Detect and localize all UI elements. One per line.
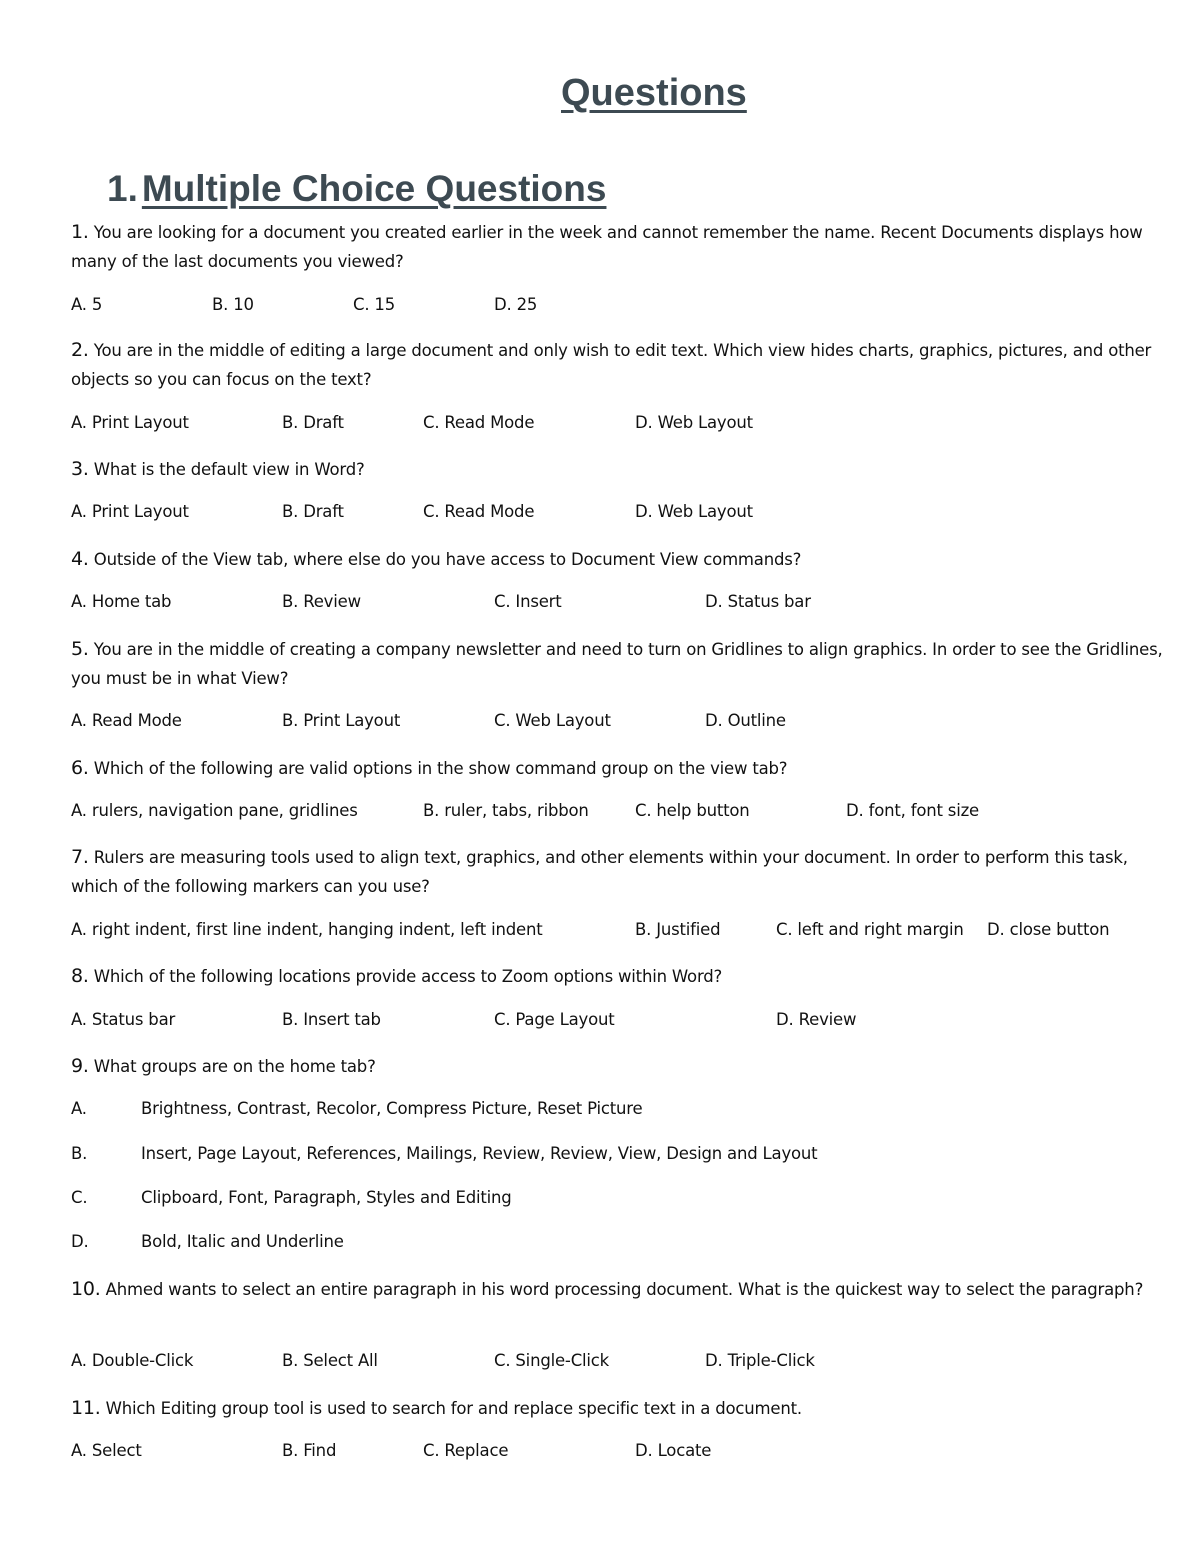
question-number: 5. — [71, 638, 89, 660]
option-letter: A. — [71, 1099, 87, 1118]
option-text: Insert, Page Layout, References, Mailings, Review, Review, View, Design and Layout — [141, 1144, 818, 1163]
question-number: 7. — [71, 846, 89, 868]
answer-options — [71, 1351, 1171, 1375]
question-number: 9. — [71, 1055, 89, 1077]
option-letter: B. — [71, 1144, 88, 1163]
option-b: B. ruler, tabs, ribbon — [423, 801, 589, 820]
option-a: A. Double-Click — [71, 1351, 194, 1370]
option-c: C. Read Mode — [423, 413, 535, 432]
question-9 — [71, 1052, 1171, 1081]
question-4 — [71, 545, 1171, 574]
option-a: A. rulers, navigation pane, gridlines — [71, 801, 358, 820]
question-number: 1. — [71, 221, 89, 243]
answer-options — [71, 1010, 1171, 1034]
question-1 — [71, 218, 1171, 276]
answer-options — [71, 1441, 1171, 1465]
option-c: C. Read Mode — [423, 502, 535, 521]
option-c: C. Web Layout — [494, 711, 611, 730]
option-c: C. Replace — [423, 1441, 509, 1460]
option-d: D. font, font size — [846, 801, 979, 820]
option-c: C. Single-Click — [494, 1351, 610, 1370]
option-a: A. right indent, first line indent, hanging indent, left indent — [71, 920, 543, 939]
question-text: Which Editing group tool is used to search for and replace specific text in a document. — [105, 1399, 802, 1418]
option-b: B. Draft — [282, 413, 344, 432]
option-text: Brightness, Contrast, Recolor, Compress Picture, Reset Picture — [141, 1099, 643, 1118]
option-letter: C. — [71, 1188, 88, 1207]
question-text: Ahmed wants to select an entire paragraph in his word processing document. What is the quickest way to select the paragraph? — [105, 1280, 1144, 1299]
question-number: 2. — [71, 339, 89, 361]
question-number: 4. — [71, 548, 89, 570]
question-number: 10. — [71, 1278, 101, 1300]
page-title: Questions — [561, 72, 747, 114]
option-text: Clipboard, Font, Paragraph, Styles and Editing — [141, 1188, 512, 1207]
question-text: You are in the middle of creating a company newsletter and need to turn on Gridlines to align graphics. In order to see the Gridlines, you must be in what View? — [71, 640, 1163, 688]
option-a: A. Home tab — [71, 592, 172, 611]
option-d: D. Triple-Click — [705, 1351, 815, 1370]
option-d: D. Web Layout — [635, 413, 753, 432]
answer-options — [71, 502, 1171, 526]
option-c: C. 15 — [353, 295, 396, 314]
option-a: A. Print Layout — [71, 413, 189, 432]
question-7 — [71, 843, 1171, 901]
option-c: C. Page Layout — [494, 1010, 615, 1029]
answer-options — [71, 711, 1171, 735]
option-d: D. Outline — [705, 711, 786, 730]
question-text: Which of the following locations provide access to Zoom options within Word? — [93, 967, 723, 986]
option-d: D. Review — [776, 1010, 857, 1029]
option-d: D. close button — [987, 920, 1110, 939]
question-3 — [71, 455, 1171, 484]
question-5 — [71, 635, 1171, 693]
question-number: 11. — [71, 1397, 101, 1419]
option-c: C. left and right margin — [776, 920, 964, 939]
option-b: B. 10 — [212, 295, 254, 314]
option-d: D. Locate — [635, 1441, 712, 1460]
section-heading — [107, 168, 606, 210]
option-letter: D. — [71, 1232, 89, 1251]
question-text: Rulers are measuring tools used to align text, graphics, and other elements within your document. In order to perform this task, which of the following markers can you use? — [71, 848, 1128, 896]
section-number: 1. — [107, 168, 138, 209]
question-text: What is the default view in Word? — [93, 460, 365, 479]
answer-options — [71, 592, 1171, 616]
option-a: A. 5 — [71, 295, 103, 314]
option-c: C. Insert — [494, 592, 562, 611]
answer-options — [71, 295, 1171, 319]
question-6 — [71, 754, 1171, 783]
question-text: You are in the middle of editing a large document and only wish to edit text. Which view hides charts, graphics, pictures, and other objects so you can focus on the text? — [71, 341, 1152, 389]
answer-options — [71, 920, 1171, 944]
option-a: A. Read Mode — [71, 711, 182, 730]
answer-options — [71, 801, 1171, 825]
option-b: B. Insert tab — [282, 1010, 381, 1029]
answer-options — [71, 413, 1171, 437]
option-text: Bold, Italic and Underline — [141, 1232, 344, 1251]
question-number: 8. — [71, 965, 89, 987]
option-b: B. Print Layout — [282, 711, 401, 730]
question-11 — [71, 1394, 1171, 1423]
option-b: B. Justified — [635, 920, 721, 939]
option-b: B. Draft — [282, 502, 344, 521]
question-text: Outside of the View tab, where else do you have access to Document View commands? — [93, 550, 802, 569]
option-d: D. Status bar — [705, 592, 811, 611]
question-10 — [71, 1275, 1171, 1304]
question-text: What groups are on the home tab? — [93, 1057, 376, 1076]
question-2 — [71, 336, 1171, 394]
option-d: D. Web Layout — [635, 502, 753, 521]
option-c: C. help button — [635, 801, 750, 820]
question-text: You are looking for a document you created earlier in the week and cannot remember the name. Recent Documents displays how many of the last documents you viewed? — [71, 223, 1143, 271]
option-a: A. Status bar — [71, 1010, 176, 1029]
question-number: 3. — [71, 458, 89, 480]
option-b: B. Select All — [282, 1351, 378, 1370]
option-b: B. Review — [282, 592, 361, 611]
option-a: A. Print Layout — [71, 502, 189, 521]
question-number: 6. — [71, 757, 89, 779]
option-b: B. Find — [282, 1441, 337, 1460]
question-8 — [71, 962, 1171, 991]
question-text: Which of the following are valid options in the show command group on the view tab? — [93, 759, 788, 778]
option-a: A. Select — [71, 1441, 142, 1460]
section-heading-text: Multiple Choice Questions — [141, 168, 607, 209]
option-d: D. 25 — [494, 295, 538, 314]
